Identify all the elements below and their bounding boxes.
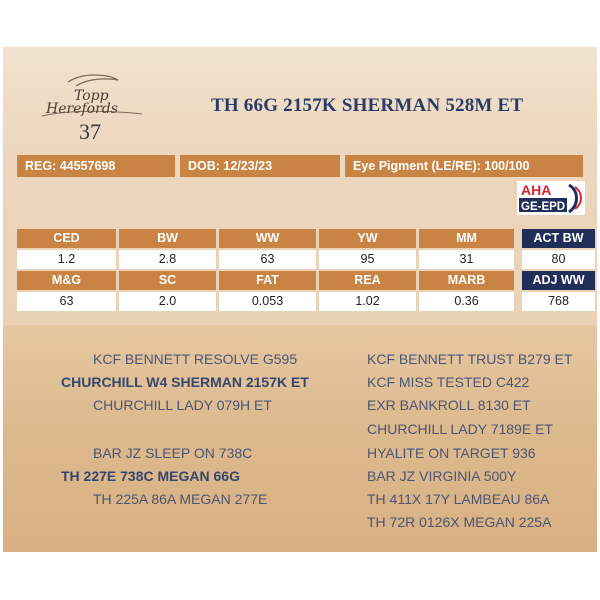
epd-header-mg: M&G: [17, 271, 116, 290]
pedigree-right-2: KCF MISS TESTED C422: [367, 374, 530, 390]
pedigree-right-7: TH 411X 17Y LAMBEAU 86A: [367, 491, 550, 507]
pedigree-right-5: HYALITE ON TARGET 936: [367, 445, 536, 461]
aha-ge-epd-badge: [517, 181, 585, 215]
lot-card: [3, 47, 597, 552]
pedigree-right-4: CHURCHILL LADY 7189E ET: [367, 421, 553, 437]
adj-ww-value: 768: [522, 292, 595, 311]
pedigree-section: [3, 325, 597, 552]
lot-number: 37: [79, 119, 101, 144]
pedigree-right-8: TH 72R 0126X MEGAN 225A: [367, 514, 552, 530]
pedigree-sire: CHURCHILL W4 SHERMAN 2157K ET: [61, 374, 309, 390]
act-bw-value: 80: [522, 250, 595, 269]
epd-value-sc: 2.0: [119, 292, 216, 311]
eye-pigment: Eye Pigment (LE/RE): 100/100: [345, 155, 583, 177]
adj-ww-label: ADJ WW: [522, 271, 595, 290]
logo-text: Topp Herefords: [46, 88, 118, 117]
registration-number: REG: 44557698: [17, 155, 175, 177]
epd-value-mg: 63: [17, 292, 116, 311]
epd-header-sc: SC: [119, 271, 216, 290]
animal-name: TH 66G 2157K SHERMAN 528M ET: [211, 95, 524, 116]
epd-header-bw: BW: [119, 229, 216, 248]
epd-value-ww: 63: [219, 250, 316, 269]
badge-line1: AHA: [521, 182, 552, 198]
epd-header-fat: FAT: [219, 271, 316, 290]
epd-value-bw: 2.8: [119, 250, 216, 269]
pedigree-sire-dam: CHURCHILL LADY 079H ET: [93, 397, 272, 413]
epd-header-yw: YW: [319, 229, 416, 248]
epd-value-rea: 1.02: [319, 292, 416, 311]
pedigree-dam-dam: TH 225A 86A MEGAN 277E: [93, 491, 268, 507]
pedigree-right-6: BAR JZ VIRGINIA 500Y: [367, 468, 517, 484]
epd-value-mm: 31: [419, 250, 514, 269]
card-top-section: [3, 47, 597, 325]
pedigree-dam-sire: BAR JZ SLEEP ON 738C: [93, 445, 253, 461]
date-of-birth: DOB: 12/23/23: [180, 155, 340, 177]
pedigree-right-1: KCF BENNETT TRUST B279 ET: [367, 351, 573, 367]
epd-header-rea: REA: [319, 271, 416, 290]
pedigree-sire-sire: KCF BENNETT RESOLVE G595: [93, 351, 298, 367]
pedigree-right-3: EXR BANKROLL 8130 ET: [367, 397, 531, 413]
epd-header-marb: MARB: [419, 271, 514, 290]
epd-header-ced: CED: [17, 229, 116, 248]
epd-value-ced: 1.2: [17, 250, 116, 269]
epd-value-marb: 0.36: [419, 292, 514, 311]
badge-line2: GE-EPD: [521, 201, 566, 213]
epd-header-mm: MM: [419, 229, 514, 248]
act-bw-label: ACT BW: [522, 229, 595, 248]
epd-value-fat: 0.053: [219, 292, 316, 311]
pedigree-dam: TH 227E 738C MEGAN 66G: [61, 468, 240, 484]
epd-header-ww: WW: [219, 229, 316, 248]
topp-herefords-logo: [38, 72, 148, 122]
epd-value-yw: 95: [319, 250, 416, 269]
